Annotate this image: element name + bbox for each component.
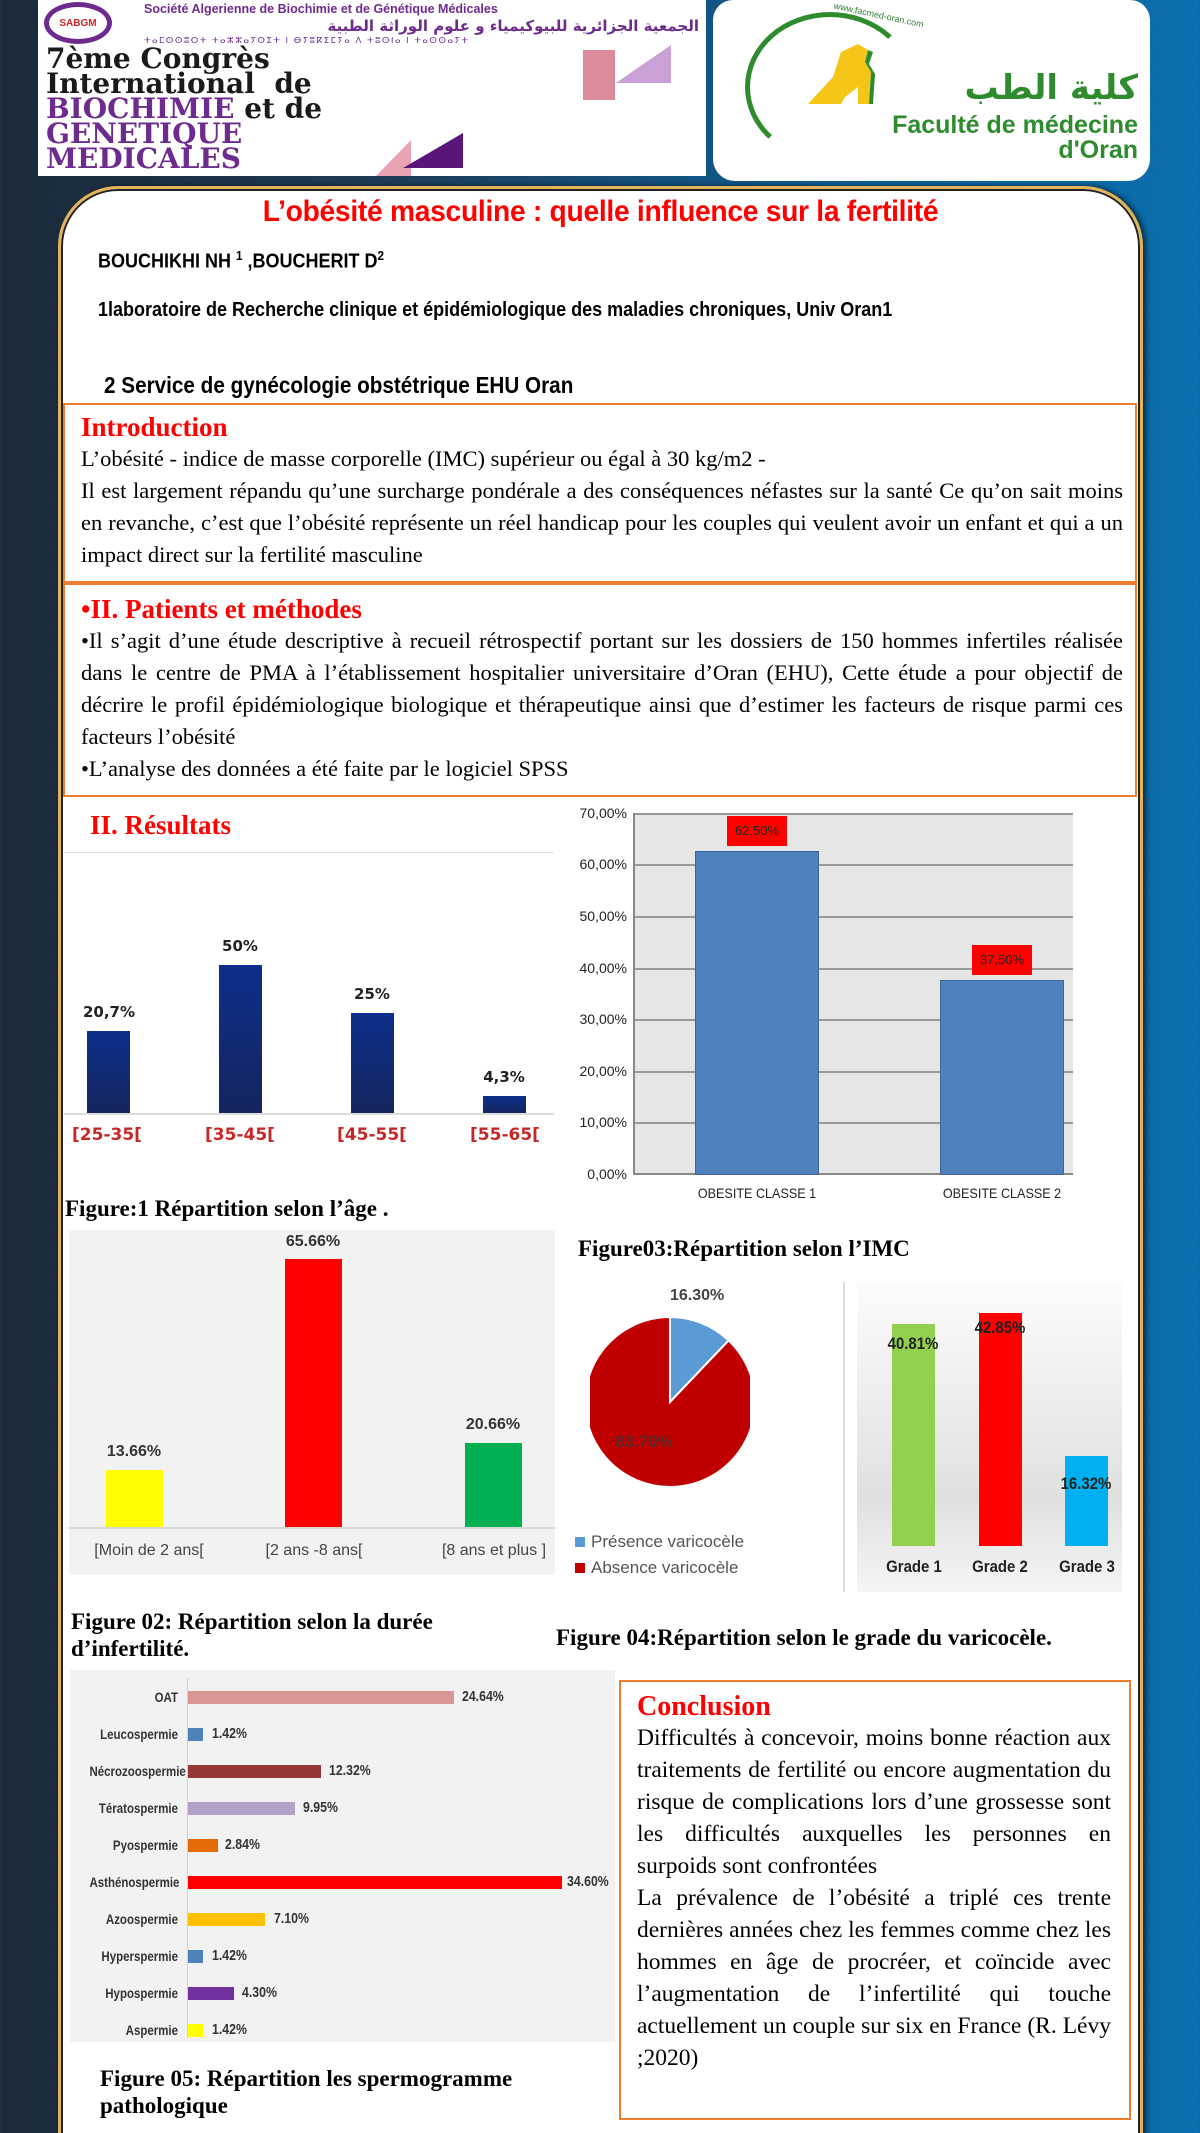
decor-triangle-icon [403, 133, 463, 168]
lion-icon [803, 42, 888, 107]
bar [106, 1470, 163, 1527]
bar [465, 1443, 522, 1527]
chart-row: Tératospermie 9.95% [98, 1799, 338, 1816]
faculty-city: d'Oran [1058, 136, 1138, 164]
imc-bar-chart: 62,50% 37,50% 70,00% 60,00% 50,00% 40,00% 30,00% 20,00% 10,00% 0,00% OBESITE CLASSE 1 OBESITE CLASSE 2 [565, 805, 1135, 1225]
category-label: OBESITE CLASSE 1 [697, 1185, 817, 1201]
figure-1-caption: Figure:1 Répartition selon l’âge . [65, 1196, 389, 1221]
figure-2-caption: Figure 02: Répartition selon la durée d’infertilité. [71, 1609, 433, 1661]
legend-item: Présence varicocèle [575, 1532, 744, 1552]
bar [979, 1313, 1022, 1546]
chart-row: Hypospermie 4.30% [105, 1984, 277, 2001]
congress-title: 7ème Congrès International de BIOCHIMIE et de GENETIQUE MEDICALES [46, 42, 323, 175]
pie-value: 16.30% [670, 1287, 725, 1304]
bar [285, 1259, 342, 1527]
category-label: OBESITE CLASSE 2 [942, 1185, 1062, 1201]
age-bar-chart [64, 850, 554, 1180]
category-label: [45-55[ [337, 1125, 407, 1145]
bar [219, 965, 262, 1113]
congress-banner [38, 0, 706, 176]
spermogram-bar-chart [70, 1670, 615, 2042]
bar-value: 40.81% [887, 1334, 939, 1353]
introduction-body: Il est largement répandu qu’une surcharge pondérale a des conséquences néfastes sur la santé Ce qu’on sait moins en revanche, c’est que l’obésité représente un réel handicap pour les couples qui veulent avoir un enfant et qui a un impact direct sur la fertilité masculine [81, 478, 1123, 567]
chart-row: Hyperspermie 1.42% [101, 1947, 247, 1964]
category-label: [Moin de 2 ans[ [94, 1542, 204, 1559]
category-label: [55-65[ [470, 1125, 540, 1145]
bar-value: 37,50% [972, 945, 1032, 975]
chart-row: OAT 24.64% [154, 1688, 504, 1705]
bar-value: 13.66% [106, 1443, 162, 1460]
chart-row: Leucospermie 1.42% [100, 1725, 247, 1742]
poster-title: L’obésité masculine : quelle influence sur la fertilité [262, 195, 939, 228]
conclusion-heading: Conclusion [637, 1691, 771, 1722]
introduction-section [63, 403, 1137, 583]
infertility-duration-bar-chart [69, 1230, 555, 1575]
bar [695, 851, 819, 1175]
category-label: [35-45[ [205, 1125, 275, 1145]
bar-value: 25% [354, 985, 390, 1003]
bar [87, 1031, 130, 1113]
bar-value: 50% [222, 937, 258, 955]
pie [590, 1312, 750, 1492]
decor-triangle-icon [616, 45, 671, 83]
chart-row: Asthénospermie 34.60% [89, 1873, 609, 1890]
category-label: Grade 2 [972, 1557, 1028, 1576]
figure-3-caption: Figure03:Répartition selon l’IMC [578, 1236, 910, 1261]
methods-para-1: •Il s’agit d’une étude descriptive à recueil rétrospectif portant sur les dossiers de 150 hommes infertiles réalisée dans le centre de PMA à l’établissement hospitalier universitaire d’Oran (EHU), Cette étude a pour objectif de décrire le profil épidémiologique biologique et thérapeutique ainsi que d’estimer les facteurs de risque parmi ces facteurs l’obésité [81, 628, 1123, 749]
chart-row: Azoospermie 7.10% [105, 1910, 309, 1927]
figure-4-caption: Figure 04:Répartition selon le grade du varicocèle. [556, 1625, 1052, 1650]
chart-row: Aspermie 1.42% [125, 2021, 247, 2038]
bar [483, 1096, 526, 1113]
pie-value: 83.70% [615, 1432, 673, 1451]
category-label: Grade 1 [886, 1557, 942, 1576]
legend-swatch-icon [575, 1563, 585, 1573]
society-name-tifinagh: ⵜⴰⵎⵙⵙⵓⵔⵜ ⵜⴰⵣⵣⴰⵢⵔⵉⵜ ⵏ ⴱⵢⵓⴽⵉⵎⵢⴰ ⴷ ⵜⵓⵙⵏⴰ ⵏ ⵜⴰⵙⵙⴰⵢⵜ [144, 36, 470, 46]
methods-section [63, 583, 1137, 797]
society-logo: SABGM [44, 2, 112, 44]
results-heading: II. Résultats [90, 810, 232, 840]
legend-swatch-icon [575, 1537, 585, 1547]
faculty-url: www.facmed-oran.com [832, 0, 925, 30]
faculty-name-fr: Faculté de médecine [892, 111, 1138, 139]
faculty-logo-banner [713, 0, 1150, 181]
decor-triangle-icon [583, 50, 615, 100]
chart-row: Nécrozoospermie 12.32% [89, 1762, 371, 1779]
introduction-line: L’obésité - indice de masse corporelle (IMC) supérieur ou égal à 30 kg/m2 - [81, 446, 766, 471]
society-name-ar: الجمعية الجزائرية للبيوكيمياء و علوم الوراثة الطبية [327, 17, 699, 35]
category-label: Grade 3 [1059, 1557, 1115, 1576]
affiliation-1: 1laboratoire de Recherche clinique et épidémiologique des maladies chroniques, Univ Oran1 [98, 299, 893, 321]
chart-row: Pyospermie 2.84% [112, 1836, 260, 1853]
faculty-name-ar: كلية الطب [964, 68, 1138, 108]
bar-value: 16.32% [1060, 1474, 1112, 1493]
bar-value: 62,50% [727, 816, 787, 846]
bar [1065, 1456, 1108, 1546]
bar [892, 1324, 935, 1546]
conclusion-section [619, 1680, 1131, 2120]
bar-value: 20,7% [82, 1003, 136, 1021]
authors: BOUCHIKHI NH $^1$ ,BOUCHERIT $D^2$ [98, 248, 385, 273]
affiliation-2: 2 Service de gynécologie obstétrique EHU Oran [104, 372, 574, 398]
methods-heading: •II. Patients et méthodes [81, 594, 362, 624]
bar-value: 20.66% [465, 1416, 521, 1433]
category-label: [25-35[ [72, 1125, 142, 1145]
varicocele-pie-chart [575, 1282, 845, 1592]
introduction-heading: Introduction [81, 412, 228, 442]
bar-value: 4,3% [483, 1068, 525, 1086]
conclusion-para-2: La prévalence de l’obésité a triplé ces trente dernières années chez les femmes comme chez les hommes en âge de procréer, et coïncide avec l’augmentation de l’infertilité qui touche actuellement un couple sur six en France (R. Lévy ;2020) [637, 1885, 1111, 2071]
bar-value: 65.66% [285, 1233, 341, 1250]
conclusion-para-1: Difficultés à concevoir, moins bonne réaction aux traitements de fertilité ou encore augmentation du risque de complications lors d’une grossesse sont les difficultés auxquelles les personnes en surpoids sont confrontées [637, 1725, 1111, 1879]
category-label: [2 ans -8 ans[ [265, 1542, 363, 1559]
society-name-fr: Société Algerienne de Biochimie et de Génétique Médicales [144, 2, 498, 16]
category-label: [8 ans et plus ] [441, 1542, 547, 1559]
methods-para-2: •L’analyse des données a été faite par le logiciel SPSS [81, 756, 569, 781]
bar [351, 1013, 394, 1113]
bar-value: 42.85% [974, 1318, 1026, 1337]
figure-5-caption: Figure 05: Répartition les spermogramme pathologique [100, 2066, 513, 2118]
varicocele-grade-bar-chart [857, 1282, 1122, 1592]
legend-item: Absence varicocèle [575, 1558, 738, 1578]
bar [940, 980, 1064, 1175]
